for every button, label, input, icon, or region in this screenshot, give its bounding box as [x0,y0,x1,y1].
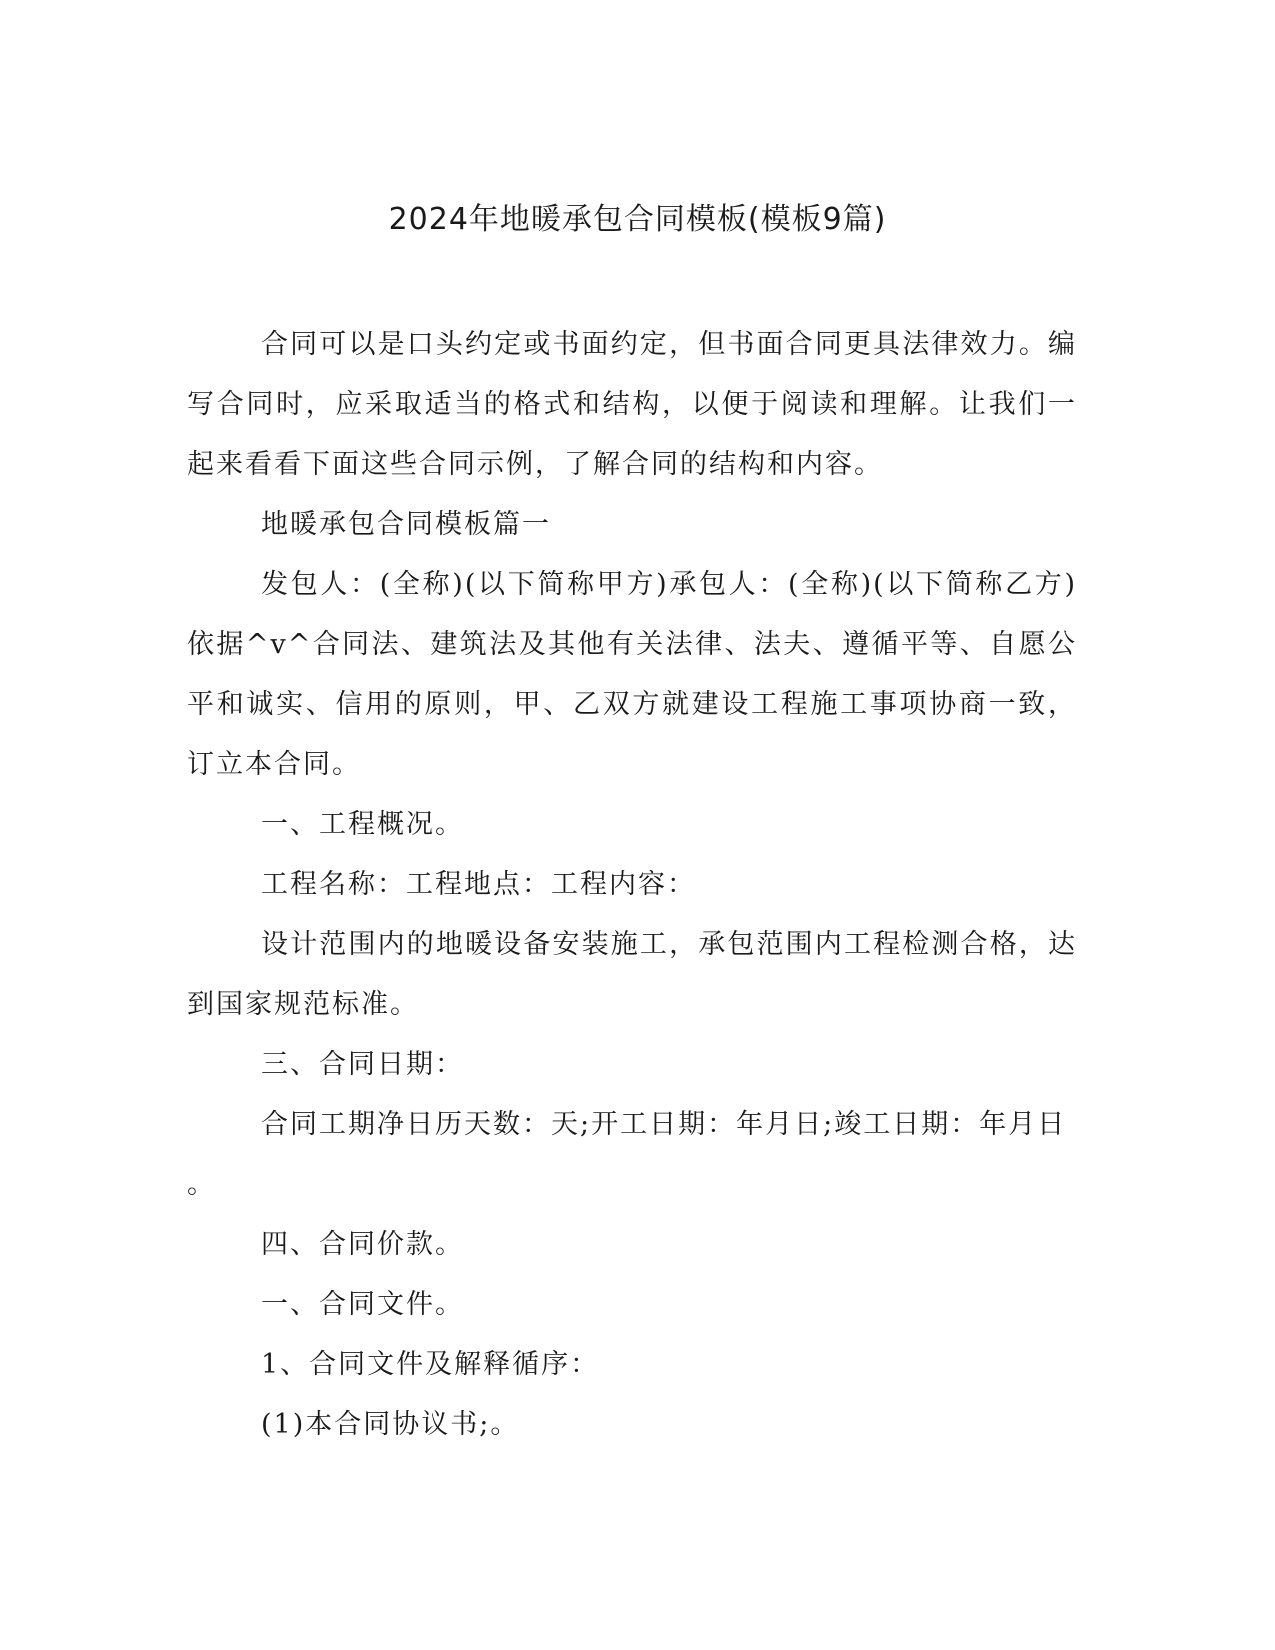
document-body [187,315,1077,1455]
project-fields-line: 工程名称：工程地点：工程内容： [261,869,696,900]
document-title: 2024年地暖承包合同模板(模板9篇) [388,202,887,237]
documents-order-line: 1、合同文件及解释循序： [261,1349,600,1380]
parties-paragraph: 发包人：(全称)(以下简称甲方)承包人：(全称)(以下简称乙方)依据^v^合同法、建筑法及其他有关法律、法夫、遵循平等、自愿公平和诚实、信用的原则，甲、乙双方就建设工程施工事项协商一致，订立本合同。 [187,569,1077,780]
intro-paragraph: 合同可以是口头约定或书面约定，但书面合同更具法律效力。编写合同时，应采取适当的格式和结构，以便于阅读和理解。让我们一起来看看下面这些合同示例，了解合同的结构和内容。 [187,329,1077,480]
section-heading-part-one: 地暖承包合同模板篇一 [261,509,551,540]
documents-item-1: (1)本合同协议书;。 [261,1409,520,1440]
section-heading-project-overview: 一、工程概况。 [261,809,464,840]
section-heading-contract-dates: 三、合同日期： [261,1049,464,1080]
project-scope-paragraph: 设计范围内的地暖设备安装施工，承包范围内工程检测合格，达到国家规范标准。 [187,929,1077,1020]
trailing-period-line: 。 [187,1169,216,1200]
section-heading-contract-documents: 一、合同文件。 [261,1289,464,1320]
contract-dates-line: 合同工期净日历天数：天;开工日期：年月日;竣工日期：年月日 [261,1109,1067,1140]
section-heading-contract-price: 四、合同价款。 [261,1229,464,1260]
